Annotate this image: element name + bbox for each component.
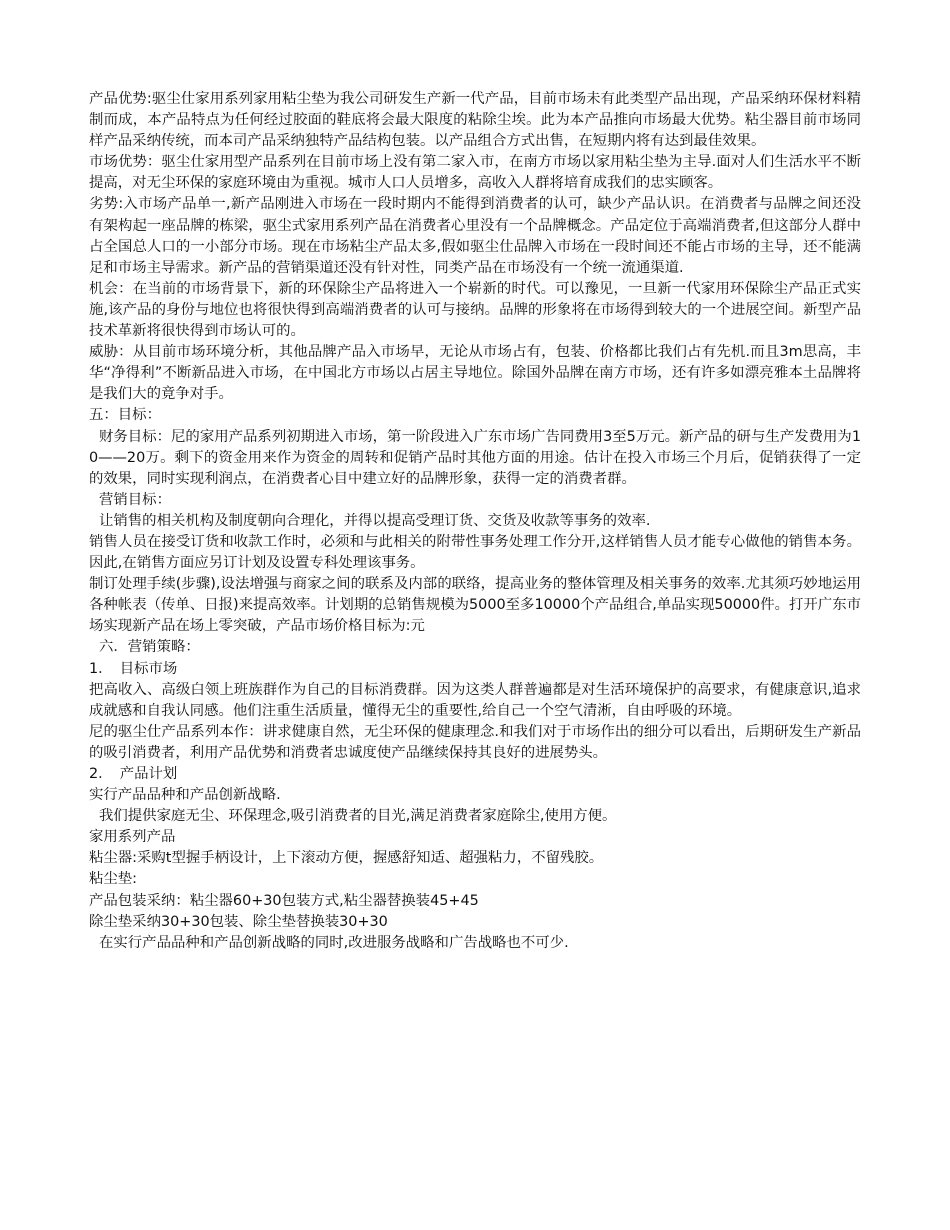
paragraph-financial-goals: 财务目标：尼的家用产品系列初期进入市场，第一阶段进入广东市场广告同费用3至5万元。新产品的研与生产发费用为10——20万。剩下的资金用来作为资金的周转和促销产品时其他方面的用途。估计在投入市场三个月后，促销获得了一定的效果，同时实现利润点，在消费者心目中建立好的品牌形象，获得一定的消费者群。 [89,428,861,487]
heading-marketing-strategy: 六．营销策略： [99,639,200,656]
heading-marketing-goals: 营销目标： [99,491,171,508]
paragraph-target-consumers: 把高收入、高级白领上班族群作为自己的目标消费群。因为这类人群普遍都是对生活环境保护的高要求，有健康意识,追求成就感和自我认同感。他们注重生活质量，懂得无尘的重要性,给自己一个空气清淅，自由呼吸的环境。 [89,681,861,719]
heading-product-plan: 2． 产品计划 [89,766,178,782]
paragraph-lint-roller: 粘尘器:采购t型握手柄设计，上下滚动方便，握感舒知适、超强粘力，不留残胶。 [89,850,604,867]
paragraph-service-strategy: 在实行产品品种和产品创新战略的同时,改进服务战略和广告战略也不可少. [99,934,569,951]
paragraph-procedures: 制订处理手续(步骤),设法增强与商家之间的联系及内部的联络，提高业务的整体管理及相关事务的效率.尤其须巧妙地运用各种帐表（传单、日报)来提高效率。计划期的总销售规模为5000至多10000个产品组合,单品实现50000件。打开广东市场实现新产品在场上零突破，产品市场价格目标为:元 [89,576,861,635]
paragraph-innovation-strategy: 实行产品品种和产品创新战略. [89,787,281,804]
paragraph-packaging: 产品包装采纳：粘尘器60+30包装方式,粘尘器替换装45+45 [89,892,479,909]
paragraph-market-advantage: 市场优势：驱尘仕家用型产品系列在目前市场上没有第二家入市，在南方市场以家用粘尘垫为主导.面对人们生活水平不断提高，对无尘环保的家庭环境由为重视。城市人口人员增多，高收入人群将培育成我们的忠实顾客。 [89,154,861,192]
heading-goals: 五：目标： [89,407,161,424]
paragraph-sales-staff: 销售人员在接受订货和收款工作时，必须和与此相关的附带性事务处理工作分开,这样销售人员才能专心做他的销售本务。因此,在销售方面应另订计划及设置专科处理该事务。 [89,533,861,572]
heading-dust-mat: 粘尘垫: [89,871,138,888]
paragraph-product-concept: 尼的驱尘仕产品系列本作：讲求健康自然，无尘环保的健康理念.和我们对于市场作出的细分可以看出，后期研发生产新品的吸引消费者，利用产品优势和消费者忠诚度使产品继续保持其良好的进展势头。 [89,723,861,761]
paragraph-mat-packaging: 除尘垫采纳30+30包装、除尘垫替换装30+30 [89,913,388,930]
heading-household-series: 家用系列产品 [89,829,176,846]
heading-target-market: 1． 目标市场 [89,660,178,677]
paragraph-offering: 我们提供家庭无尘、环保理念,吸引消费者的目光,满足消费者家庭除尘,使用方便。 [99,808,617,825]
paragraph-weakness: 劣势:入市场产品单一,新产品刚进入市场在一段时期内不能得到消费者的认可，缺少产品认识。在消费者与品牌之间还没有架构起一座品牌的栋梁，驱尘式家用系列产品在消费者心里没有一个品牌概念。产品定位于高端消费者,但这部分人群中占全国总人口的一小部分市场。现在市场粘尘产品太多,假如驱尘仕品牌入市场在一段时间还不能占市场的主导，还不能满足和市场主导需求。新产品的营销渠道还没有针对性，同类产品在市场没有一个统一流通渠道. [89,196,861,276]
paragraph-threat: 威胁：从目前市场环境分析，其他品牌产品入市场早，无论从市场占有，包装、价格都比我们占有先机.而且3m思高，丰华“净得利”不断新品进入市场，在中国北方市场以占居主导地位。除国外品牌在南方市场，还有许多如漂亮雅本土品牌将是我们大的竟争对手。 [89,344,861,403]
paragraph-opportunity: 机会：在当前的市场背景下，新的环保除尘产品将进入一个崭新的时代。可以豫见，一旦新一代家用环保除尘产品正式实施,该产品的身份与地位也将很快得到高端消费者的认可与接纳。品牌的形象将在市场得到较大的一个进展空间。新型产品技术革新将很快得到市场认可的。 [89,280,861,340]
document-body [89,89,861,954]
paragraph-product-advantage: 产品优势:驱尘仕家用系列家用粘尘垫为我公司研发生产新一代产品，目前市场未有此类型产品出现，产品采纳环保材料精制而成，本产品特点为任何经过胶面的鞋底将会最大限度的粘除尘埃。此为本产品推向市场最大优势。粘尘器目前市场同样产品采纳传统，而本司产品采纳独特产品结构包装。以产品组合方式出售，在短期内将有达到最佳效果。 [89,91,861,150]
paragraph-sales-organization: 让销售的相关机构及制度朝向合理化，并得以提高受理订货、交货及收款等事务的效率. [99,512,651,529]
